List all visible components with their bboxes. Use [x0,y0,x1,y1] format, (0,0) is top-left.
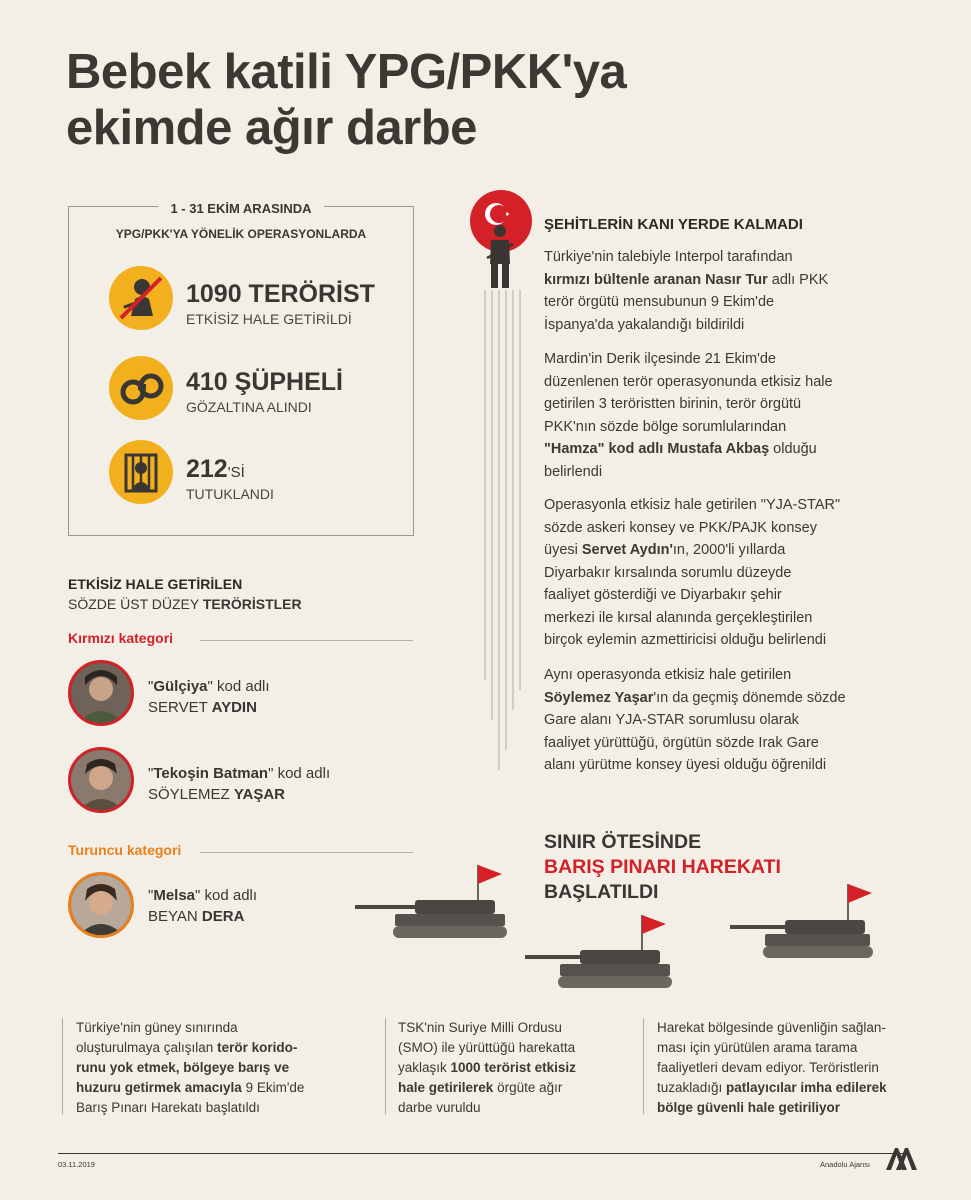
prisoner-icon [109,440,173,504]
neutralized-subtitle: SÖZDE ÜST DÜZEY TERÖRİSTLER [68,596,302,612]
footer-agency: Anadolu Ajansı [820,1160,871,1169]
column-1-text: Türkiye'nin güney sınırında oluşturulmaya çalışılan terör korido- runu yok etmek, bölgeye barış ve huzuru getirmek amacıyla 9 Ekim'de Barış Pınarı Harekatı başlatıldı [76,1020,305,1115]
stats-period: 1 - 31 EKİM ARASINDA [158,201,323,216]
neutralized-title: ETKİSİZ HALE GETİRİLEN [68,576,243,592]
orange-category-divider [200,852,413,853]
column-1-divider [62,1018,63,1114]
article-paragraph-2: Mardin'in Derik ilçesinde 21 Ekim'de düzenlenen terör operasyonunda etkisiz hale getirilen 3 teröristten birinin, terör örgütü PKK'nın sözde bölge sorumlularından "Hamza" kod adlı Mustafa Akbaş olduğu belirlendi [544,351,833,480]
footer-divider [58,1153,908,1154]
stat-detained-label: GÖZALTINA ALINDI [186,399,312,415]
footer-date: 03.11.2019 [58,1160,95,1169]
red-category-divider [200,640,413,641]
column-2-text: TSK'nin Suriye Milli Ordusu (SMO) ile yürüttüğü harekatta yaklaşık 1000 terörist etkisiz hale getirilerek örgüte ağır darbe vuruldu [398,1020,576,1115]
stat-neutralized [186,280,375,327]
operation-heading: SINIR ÖTESİNDE BARIŞ PINARI HAREKATI BAŞLATILDI [544,831,781,903]
tank-3 [730,884,873,958]
avatar-melsa [68,872,134,938]
stat-detained-value: 410 ŞÜPHELİ [186,368,344,396]
stat-arrested [186,455,274,502]
person-servet-aydin: "Gülçiya" kod adlı SERVET AYDIN [148,678,270,716]
handcuffs-icon [109,356,173,420]
martyrs-heading: ŞEHİTLERİN KANI YERDE KALMADI [544,216,803,233]
stat-detained [186,368,343,415]
person-beyan-dera: "Melsa" kod adlı BEYAN DERA [148,887,258,925]
decorative-lines [483,290,523,770]
anadolu-logo [884,1146,918,1172]
page-title [66,44,626,156]
stat-arrested-label: TUTUKLANDI [186,486,274,502]
avatar-tekosin-batman [68,747,134,813]
title-line-2: ekimde ağır darbe [66,101,477,155]
stat-neutralized-label: ETKİSİZ HALE GETİRİLDİ [186,311,352,327]
title-line-1: Bebek katili YPG/PKK'ya [66,45,627,99]
neutralized-section-heading [68,576,302,612]
stat-neutralized-value: 1090 TERÖRİST [186,280,375,308]
avatar-gulciya [68,660,134,726]
stats-box-heading [68,200,414,241]
column-2-divider [385,1018,386,1114]
orange-category-label: Turuncu kategori [68,842,182,858]
article-paragraph-1: Türkiye'nin talebiyle Interpol tarafından kırmızı bültenle aranan Nasır Tur adlı PKK terör örgütü mensubunun 9 Ekim'de İspanya'da yakalandığı bildirildi [544,249,829,333]
tank-2 [525,915,672,988]
column-3-divider [643,1018,644,1114]
article-paragraph-4: Aynı operasyonda etkisiz hale getirilen Söylemez Yaşar'ın da geçmiş dönemde sözde Gare alanı YJA-STAR sorumlusu olarak faaliyet yürüttüğü, örgütün sözde Irak Gare alanı yürütme konsey üyesi olduğu öğrenildi [544,667,846,773]
tanks-illustration [355,860,875,1000]
article-paragraph-3: Operasyonla etkisiz hale getirilen "YJA-STAR" sözde askeri konsey ve PKK/PAJK konsey üyesi Servet Aydın'ın, 2000'li yıllarda Diyarbakır kırsalında sorumlu düzeyde faaliyet gösterdiği ve Diyarbakır şehir merkezi ile kırsal alanında gerçekleştirilen birçok eylemin azmettiricisi olduğu belirlendi [544,497,841,648]
neutralized-terrorist-icon [109,266,173,330]
soldier-icon [485,222,515,290]
person-soylemez-yasar: "Tekoşin Batman" kod adlı SÖYLEMEZ YAŞAR [148,765,331,803]
column-3-text: Harekat bölgesinde güvenliğin sağlan- ması için yürütülen arama tarama faaliyetleri devam ediyor. Teröristlerin tuzakladığı patlayıcılar imha edilerek bölge güvenli hale getiriliyor [657,1020,887,1115]
red-category-label: Kırmızı kategori [68,630,174,646]
tank-1 [355,865,507,938]
stat-arrested-value: 212'Sİ [186,455,245,483]
stats-scope: YPG/PKK'YA YÖNELİK OPERASYONLARDA [115,227,367,241]
